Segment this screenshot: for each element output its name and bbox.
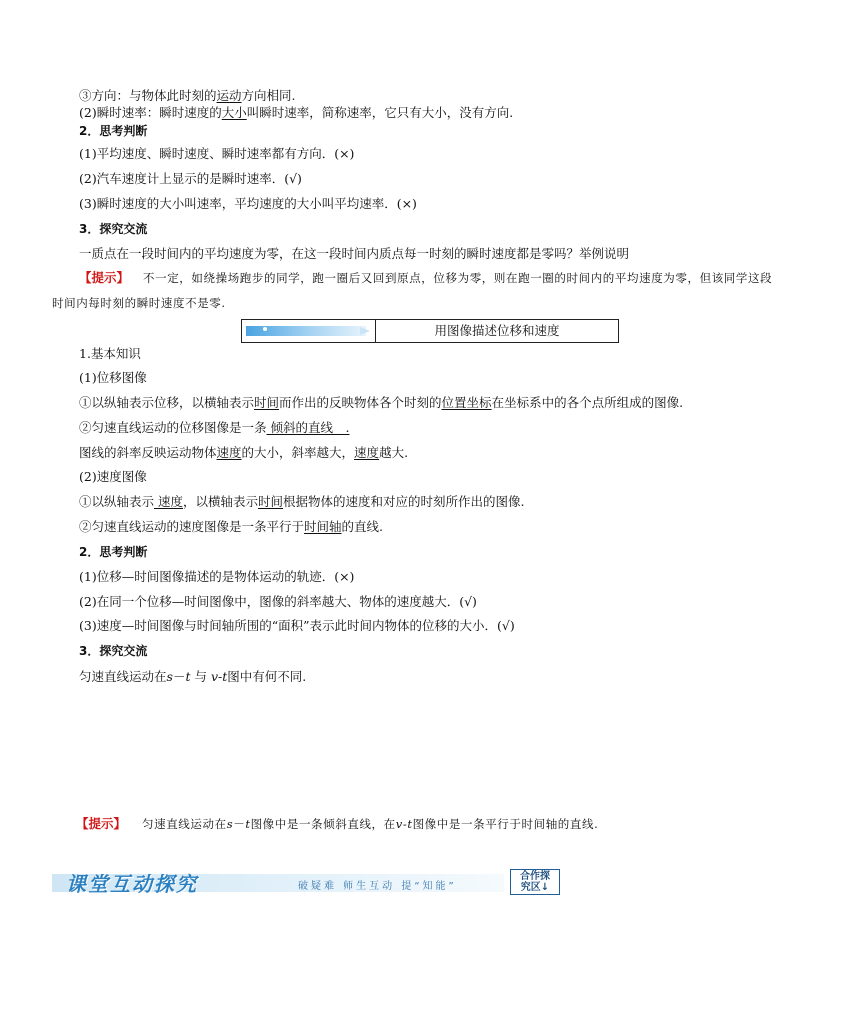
heading-explore-1: 3．探究交流: [79, 222, 148, 236]
tip-label: 【提示】: [76, 816, 127, 831]
text-seg: 越大.: [379, 445, 409, 460]
explore-zone-badge: [510, 869, 560, 895]
arrow-decoration-icon: [242, 320, 375, 342]
text-seg: 匀速直线运动在: [79, 669, 167, 684]
tip-line-3: [76, 816, 598, 832]
judge-item-3: (3)瞬时速度的大小叫速率，平均速度的大小叫平均速率．(×): [79, 196, 417, 211]
tip-label: 【提示】: [79, 270, 130, 285]
symbol-t: t: [222, 669, 228, 684]
text-seg: 在坐标系中的各个点所组成的图像.: [491, 395, 684, 410]
text-seg: ①以纵轴表示: [79, 494, 155, 509]
judge2-item-1: (1)位移—时间图像描述的是物体运动的轨迹．(×): [79, 569, 355, 584]
heading-judge-1: 2．思考判断: [79, 124, 148, 138]
displacement-graph-subheading: (1)位移图像: [79, 370, 147, 385]
text-seg: 图像中是一条倾斜直线，在: [250, 817, 396, 831]
displacement-def: [79, 395, 683, 411]
text-seg: 叫瞬时速率，简称速率，它只有大小，没有方向.: [246, 105, 514, 120]
section-title: 用图像描述位移和速度: [434, 323, 560, 338]
section-title-box: [241, 319, 619, 343]
text-seg: 匀速直线运动在: [142, 817, 227, 831]
judge-item-1: (1)平均速度、瞬时速度、瞬时速率都有方向．(×): [79, 146, 355, 161]
basic-knowledge-heading: 1.基本知识: [79, 346, 141, 361]
slope-line: [79, 445, 408, 461]
instant-rate-line: [79, 105, 513, 121]
fill-blank: 运动: [216, 88, 242, 103]
text-seg: 的直线.: [341, 519, 384, 534]
text-seg: 图像中是一条平行于时间轴的直线.: [412, 817, 599, 831]
symbol-t: t: [185, 669, 191, 684]
text-seg: 与: [194, 669, 207, 684]
text-seg: 而作出的反映物体各个时刻的: [279, 395, 442, 410]
text-seg: (2)瞬时速率：瞬时速度的: [79, 105, 222, 120]
text-seg: ①以纵轴表示位移，以横轴表示: [79, 395, 255, 410]
explore-question-1: 一质点在一段时间内的平均速度为零，在这一段时间内质点每一时刻的瞬时速度都是零吗？举例说明: [79, 246, 630, 261]
symbol-t: t: [407, 817, 413, 831]
badge-line-1: 合作探: [520, 871, 550, 882]
text-seg: ，以横轴表示: [183, 494, 259, 509]
text-seg: －: [172, 669, 186, 684]
fill-blank: 倾斜的直线 .: [266, 420, 350, 435]
text-seg: 图线的斜率反映运动物体: [79, 445, 217, 460]
text-seg: 图中有何不同.: [227, 669, 307, 684]
text-seg: 根据物体的速度和对应的时刻所作出的图像.: [283, 494, 525, 509]
text-seg: ②匀速直线运动的位移图像是一条: [79, 420, 267, 435]
velocity-def: [79, 494, 525, 510]
text-seg: -: [402, 817, 408, 831]
tip-line-2: 时间内每时刻的瞬时速度不是零.: [52, 296, 226, 310]
heading-explore-2: 3．探究交流: [79, 644, 148, 658]
fill-blank: 时间轴: [304, 519, 342, 534]
direction-line: [79, 88, 296, 104]
text-seg: 的大小，斜率越大，: [241, 445, 355, 460]
text-seg: -: [218, 669, 223, 684]
badge-line-2: 究区↓: [520, 882, 550, 893]
tip-line-1: [79, 270, 772, 286]
judge-item-2: (2)汽车速度计上显示的是瞬时速率．(√): [79, 171, 302, 186]
text-seg: ③方向：与物体此时刻的: [79, 88, 217, 103]
symbol-v: v: [210, 669, 219, 684]
text-seg: ②匀速直线运动的速度图像是一条平行于: [79, 519, 305, 534]
uniform-displacement: [79, 420, 349, 436]
judge2-item-2: (2)在同一个位移—时间图像中，图像的斜率越大、物体的速度越大．(√): [79, 594, 477, 609]
explore-question-2: [79, 669, 306, 685]
fill-blank: 速度: [216, 445, 242, 460]
symbol-s: s: [166, 669, 173, 684]
banner-title: 课堂互动探究: [66, 872, 198, 896]
text-seg: 方向相同.: [241, 88, 296, 103]
symbol-s: s: [226, 817, 234, 831]
section-decoration: [242, 320, 376, 342]
velocity-graph-subheading: (2)速度图像: [79, 469, 147, 484]
fill-blank: 位置坐标: [441, 395, 492, 410]
judge2-item-3: (3)速度—时间图像与时间轴所围的“面积”表示此时间内物体的位移的大小．(√): [79, 618, 515, 633]
symbol-t: t: [245, 817, 251, 831]
classroom-banner: [52, 868, 564, 896]
symbol-v: v: [395, 817, 403, 831]
tip-text: 不一定，如绕操场跑步的同学，跑一圈后又回到原点，位移为零，则在跑一圈的时间内的平均速度为零，但该同学这段: [143, 271, 773, 285]
fill-blank: 大小: [221, 105, 247, 120]
fill-blank: 时间: [258, 494, 284, 509]
heading-judge-2: 2．思考判断: [79, 545, 148, 559]
fill-blank: 速度: [354, 445, 380, 460]
fill-blank: 时间: [254, 395, 280, 410]
tip-text: [142, 817, 598, 831]
fill-blank: 速度: [154, 494, 183, 509]
uniform-velocity: [79, 519, 383, 535]
text-seg: －: [233, 817, 246, 831]
banner-subtitle: 破疑难 师生互动 提“知能”: [298, 881, 457, 892]
